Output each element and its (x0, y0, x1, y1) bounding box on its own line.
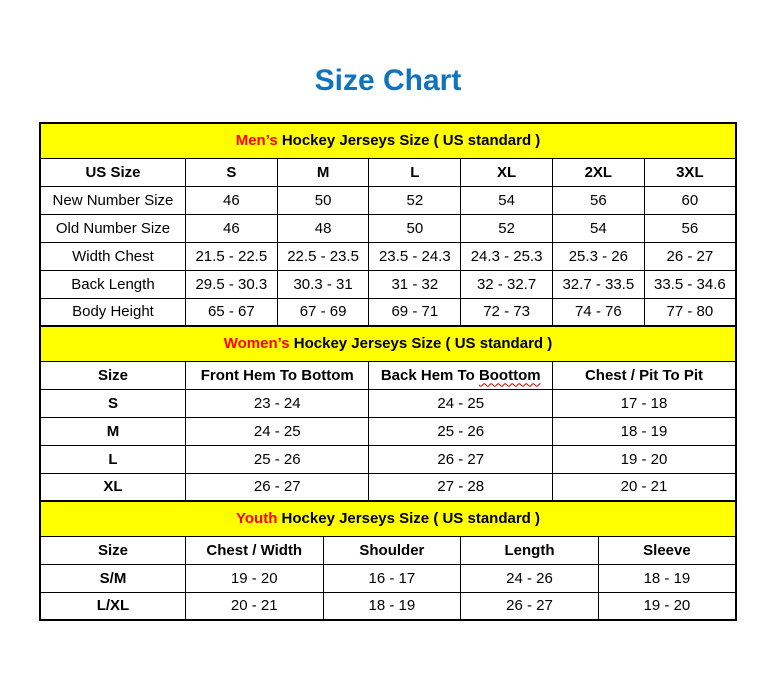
table-row (40, 445, 736, 473)
data-cell: 24.3 - 25.3 (461, 242, 553, 270)
data-cell: 24 - 25 (185, 417, 369, 445)
column-header-row (40, 158, 736, 186)
data-cell: 22.5 - 23.5 (277, 242, 369, 270)
page-title: Size Chart (314, 64, 462, 97)
data-cell: 25 - 26 (369, 417, 553, 445)
table-row (40, 214, 736, 242)
data-cell: 19 - 20 (598, 592, 736, 620)
table-row (40, 298, 736, 326)
section-header-text: Hockey Jerseys Size ( US standard ) (277, 510, 540, 528)
data-cell: 24 - 25 (369, 389, 553, 417)
section-header-text: Hockey Jerseys Size ( US standard ) (277, 132, 541, 150)
data-cell: 26 - 27 (185, 473, 369, 501)
youth-size-table (39, 500, 737, 621)
row-label: L (40, 445, 185, 473)
section-header-highlight: Women’s (223, 335, 290, 353)
data-cell: 52 (369, 186, 461, 214)
data-cell: 26 - 27 (369, 445, 553, 473)
data-cell: 30.3 - 31 (277, 270, 369, 298)
column-header: Back Hem To Boottom (369, 361, 553, 389)
row-label: L/XL (40, 592, 185, 620)
data-cell: 17 - 18 (552, 389, 736, 417)
column-header-row (40, 536, 736, 564)
column-header: M (277, 158, 369, 186)
table-row (40, 186, 736, 214)
table-row (40, 417, 736, 445)
row-label: S/M (40, 564, 185, 592)
column-header: Sleeve (598, 536, 736, 564)
column-header-row (40, 361, 736, 389)
data-cell: 72 - 73 (461, 298, 553, 326)
womens-size-table (39, 325, 737, 502)
column-header: Chest / Width (185, 536, 323, 564)
column-header: 3XL (644, 158, 736, 186)
column-header: L (369, 158, 461, 186)
data-cell: 54 (461, 186, 553, 214)
data-cell: 67 - 69 (277, 298, 369, 326)
column-header: Front Hem To Bottom (185, 361, 369, 389)
table-row (40, 389, 736, 417)
section-header (40, 326, 736, 361)
data-cell: 74 - 76 (552, 298, 644, 326)
data-cell: 56 (552, 186, 644, 214)
row-label: Width Chest (40, 242, 185, 270)
row-label: Old Number Size (40, 214, 185, 242)
data-cell: 50 (277, 186, 369, 214)
data-cell: 54 (552, 214, 644, 242)
column-header: Size (40, 536, 185, 564)
data-cell: 20 - 21 (185, 592, 323, 620)
data-cell: 48 (277, 214, 369, 242)
section-header-highlight: Youth (236, 510, 278, 528)
column-header: Length (461, 536, 599, 564)
misspelled-word: Boottom (478, 366, 541, 384)
row-label: M (40, 417, 185, 445)
data-cell: 25.3 - 26 (552, 242, 644, 270)
data-cell: 69 - 71 (369, 298, 461, 326)
data-cell: 20 - 21 (552, 473, 736, 501)
row-label: Back Length (40, 270, 185, 298)
table-row (40, 564, 736, 592)
data-cell: 23 - 24 (185, 389, 369, 417)
data-cell: 27 - 28 (369, 473, 553, 501)
data-cell: 18 - 19 (323, 592, 461, 620)
data-cell: 18 - 19 (552, 417, 736, 445)
section-header (40, 501, 736, 536)
section-header-highlight: Men’s (235, 132, 278, 150)
column-header: XL (461, 158, 553, 186)
mens-size-table (39, 122, 737, 327)
column-header: S (185, 158, 277, 186)
table-row (40, 473, 736, 501)
table-row (40, 270, 736, 298)
row-label: S (40, 389, 185, 417)
column-header: Chest / Pit To Pit (552, 361, 736, 389)
section-header (40, 123, 736, 158)
size-chart-tables (39, 122, 737, 621)
data-cell: 77 - 80 (644, 298, 736, 326)
column-header: 2XL (552, 158, 644, 186)
data-cell: 19 - 20 (185, 564, 323, 592)
column-header: Size (40, 361, 185, 389)
data-cell: 26 - 27 (644, 242, 736, 270)
row-label: Body Height (40, 298, 185, 326)
table-row (40, 592, 736, 620)
data-cell: 32 - 32.7 (461, 270, 553, 298)
row-label: XL (40, 473, 185, 501)
data-cell: 21.5 - 22.5 (185, 242, 277, 270)
data-cell: 50 (369, 214, 461, 242)
column-header: US Size (40, 158, 185, 186)
data-cell: 46 (185, 186, 277, 214)
data-cell: 56 (644, 214, 736, 242)
data-cell: 31 - 32 (369, 270, 461, 298)
data-cell: 24 - 26 (461, 564, 599, 592)
data-cell: 65 - 67 (185, 298, 277, 326)
data-cell: 16 - 17 (323, 564, 461, 592)
data-cell: 60 (644, 186, 736, 214)
section-header-text: Hockey Jerseys Size ( US standard ) (289, 335, 553, 353)
data-cell: 29.5 - 30.3 (185, 270, 277, 298)
data-cell: 23.5 - 24.3 (369, 242, 461, 270)
data-cell: 18 - 19 (598, 564, 736, 592)
data-cell: 19 - 20 (552, 445, 736, 473)
data-cell: 52 (461, 214, 553, 242)
section-header-row (40, 326, 736, 361)
data-cell: 33.5 - 34.6 (644, 270, 736, 298)
section-header-row (40, 501, 736, 536)
row-label: New Number Size (40, 186, 185, 214)
data-cell: 32.7 - 33.5 (552, 270, 644, 298)
data-cell: 26 - 27 (461, 592, 599, 620)
column-header: Shoulder (323, 536, 461, 564)
data-cell: 46 (185, 214, 277, 242)
data-cell: 25 - 26 (185, 445, 369, 473)
table-row (40, 242, 736, 270)
section-header-row (40, 123, 736, 158)
